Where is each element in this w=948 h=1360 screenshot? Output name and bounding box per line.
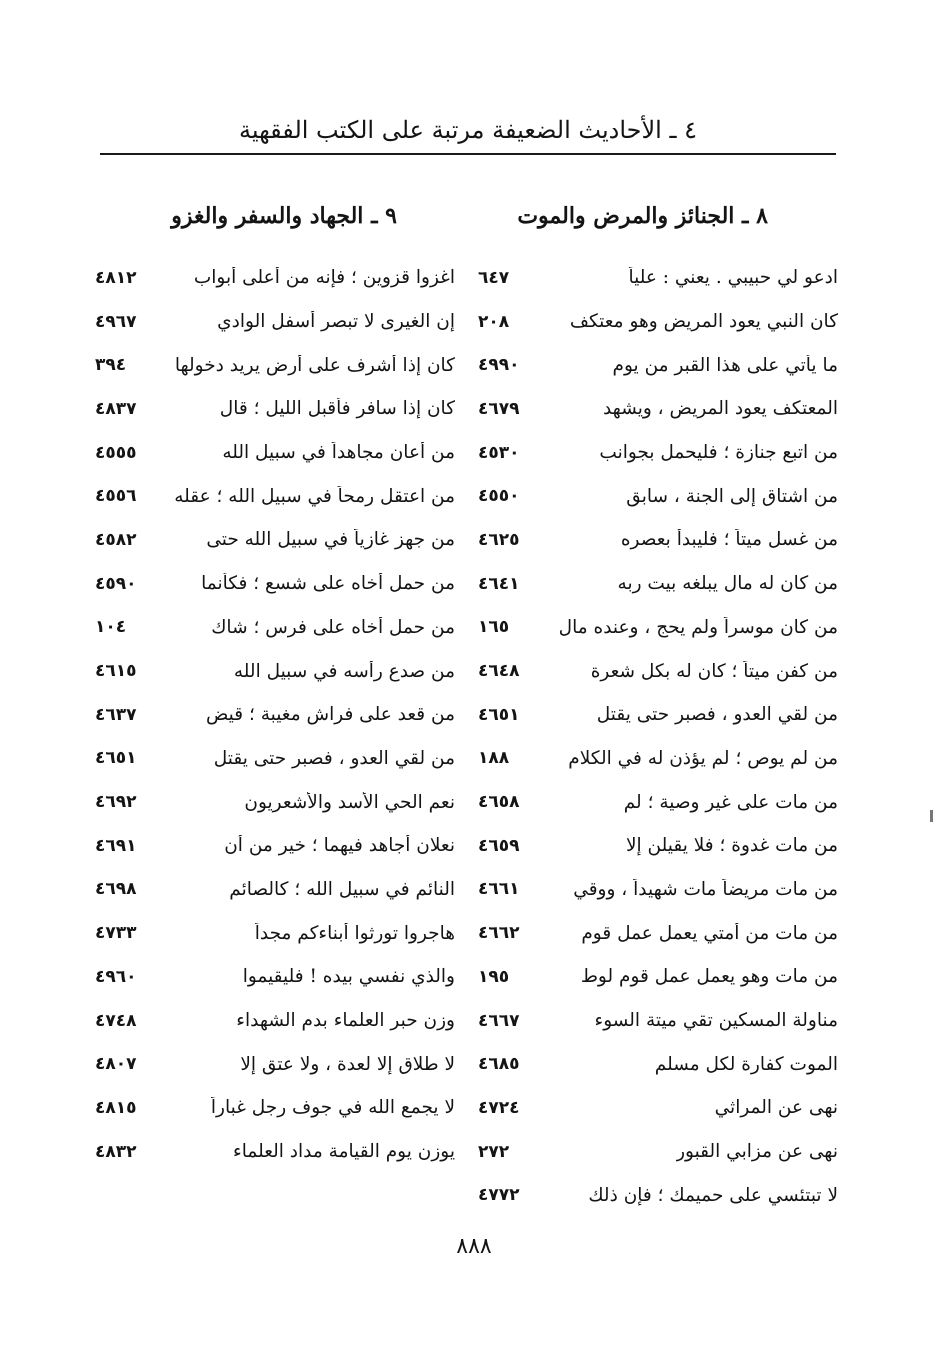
hadith-text: لا تبتئسي على حميمك ؛ فإن ذلك bbox=[588, 1184, 838, 1206]
hadith-text: كان النبي يعود المريض وهو معتكف bbox=[569, 311, 838, 333]
hadith-number: ٤٧٢٤ bbox=[478, 1097, 520, 1118]
hadith-number: ٤٦٦٢ bbox=[478, 923, 520, 944]
hadith-number: ٤٨٣٢ bbox=[95, 1141, 137, 1162]
hadith-text: كان إذا أشرف على أرض يريد دخولها bbox=[174, 354, 455, 376]
hadith-number: ١٠٤ bbox=[95, 617, 127, 638]
hadith-row bbox=[478, 256, 838, 300]
hadith-row bbox=[95, 955, 455, 999]
hadith-text: المعتكف يعود المريض ، ويشهد bbox=[602, 398, 838, 420]
hadith-number: ٤٥٥٥ bbox=[95, 442, 137, 463]
hadith-text: من مات غدوة ؛ فلا يقيلن إلا bbox=[625, 835, 838, 857]
hadith-text: والذي نفسي بيده ! فليقيموا bbox=[242, 966, 455, 988]
hadith-number: ٤٧٤٨ bbox=[95, 1010, 137, 1031]
hadith-row bbox=[478, 824, 838, 868]
hadith-row bbox=[95, 1086, 455, 1130]
section-title-funerals: ٨ ـ الجنائز والمرض والموت bbox=[517, 203, 768, 229]
hadith-row bbox=[478, 518, 838, 562]
hadith-row bbox=[95, 518, 455, 562]
hadith-row bbox=[95, 562, 455, 606]
hadith-row bbox=[95, 474, 455, 518]
hadith-row bbox=[478, 1042, 838, 1086]
hadith-row bbox=[95, 737, 455, 781]
hadith-number: ٤٦٦٧ bbox=[478, 1010, 520, 1031]
hadith-row bbox=[478, 343, 838, 387]
hadith-number: ٤٦٨٥ bbox=[478, 1054, 520, 1075]
hadith-text: من لقي العدو ، فصبر حتى يقتل bbox=[213, 747, 455, 769]
hadith-text: من مات على غير وصية ؛ لم bbox=[623, 791, 838, 813]
hadith-text: ما يأتي على هذا القبر من يوم bbox=[612, 354, 838, 376]
hadith-row bbox=[95, 300, 455, 344]
hadith-number: ٤٦٥٨ bbox=[478, 792, 520, 813]
page-header-title: ٤ ـ الأحاديث الضعيفة مرتبة على الكتب الفقهية bbox=[238, 116, 697, 144]
hadith-number: ٤٦١٥ bbox=[95, 661, 137, 682]
hadith-number: ٢٧٢ bbox=[478, 1141, 510, 1162]
hadith-text: يوزن يوم القيامة مداد العلماء bbox=[233, 1141, 455, 1163]
hadith-number: ٤٨١٢ bbox=[95, 267, 137, 288]
hadith-number: ٤٩٦٠ bbox=[95, 966, 137, 987]
hadith-row bbox=[478, 606, 838, 650]
hadith-row bbox=[95, 606, 455, 650]
hadith-text: من لقي العدو ، فصبر حتى يقتل bbox=[596, 704, 838, 726]
hadith-text: وزن حبر العلماء بدم الشهداء bbox=[236, 1010, 455, 1032]
hadith-row bbox=[95, 387, 455, 431]
hadith-row bbox=[95, 431, 455, 475]
page-number: ٨٨٨ bbox=[456, 1234, 492, 1259]
hadith-row bbox=[95, 824, 455, 868]
hadith-text: من اعتقل رمحاً في سبيل الله ؛ عقله bbox=[174, 485, 455, 507]
hadith-text: ادعو لي حبيبي . يعني : علياً bbox=[628, 267, 838, 289]
hadith-number: ٤٦٦١ bbox=[478, 879, 520, 900]
hadith-number: ٤٩٦٧ bbox=[95, 311, 137, 332]
hadith-text: من لم يوص ؛ لم يؤذن له في الكلام bbox=[568, 747, 838, 769]
hadith-row bbox=[478, 649, 838, 693]
hadith-row bbox=[95, 693, 455, 737]
section-title-jihad: ٩ ـ الجهاد والسفر والغزو bbox=[171, 203, 397, 229]
hadith-text: كان إذا سافر فأقبل الليل ؛ قال bbox=[219, 398, 455, 420]
hadith-row bbox=[478, 474, 838, 518]
hadith-text: اغزوا قزوين ؛ فإنه من أعلى أبواب bbox=[193, 267, 455, 289]
hadith-text: لا يجمع الله في جوف رجل غباراً bbox=[210, 1097, 455, 1119]
hadith-number: ٤٦٤٨ bbox=[478, 661, 520, 682]
hadith-row bbox=[478, 955, 838, 999]
hadith-text: النائم في سبيل الله ؛ كالصائم bbox=[229, 878, 455, 900]
hadith-row bbox=[95, 911, 455, 955]
hadith-number: ٤٦٩١ bbox=[95, 835, 137, 856]
hadith-number: ٤٦٥١ bbox=[478, 704, 520, 725]
hadith-row bbox=[478, 780, 838, 824]
hadith-number: ٤٥٥٠ bbox=[478, 486, 520, 507]
hadith-row bbox=[478, 300, 838, 344]
hadith-number: ٤٨٣٧ bbox=[95, 398, 137, 419]
hadith-text: من مات مريضاً مات شهيداً ، ووقي bbox=[573, 878, 838, 900]
hadith-text: من قعد على فراش مغيبة ؛ قيض bbox=[205, 704, 455, 726]
margin-mark bbox=[930, 810, 933, 822]
header-rule bbox=[100, 153, 836, 155]
hadith-text: من مات وهو يعمل عمل قوم لوط bbox=[580, 966, 838, 988]
hadith-row bbox=[95, 999, 455, 1043]
hadith-row bbox=[478, 737, 838, 781]
hadith-text: من كفن ميتاً ؛ كان له بكل شعرة bbox=[590, 660, 838, 682]
hadith-text: من حمل أخاه على فرس ؛ شاك bbox=[211, 616, 455, 638]
hadith-text: من مات من أمتي يعمل عمل قوم bbox=[581, 922, 838, 944]
hadith-text: من كان له مال يبلغه بيت ربه bbox=[617, 573, 838, 595]
hadith-row bbox=[95, 649, 455, 693]
hadith-number: ٤٦٧٩ bbox=[478, 398, 520, 419]
hadith-text: نهى عن المراثي bbox=[714, 1097, 838, 1119]
hadith-text: هاجروا تورثوا أبناءكم مجداً bbox=[254, 922, 455, 944]
hadith-text: من جهز غازياً في سبيل الله حتى bbox=[206, 529, 455, 551]
hadith-number: ٤٥٨٢ bbox=[95, 529, 137, 550]
section-jihad-column bbox=[95, 196, 455, 1173]
hadith-text: من حمل أخاه على شسع ؛ فكأنما bbox=[201, 573, 455, 595]
hadith-number: ٤٦٥٩ bbox=[478, 835, 520, 856]
hadith-number: ١٦٥ bbox=[478, 617, 510, 638]
hadith-row bbox=[478, 431, 838, 475]
hadith-row bbox=[95, 1130, 455, 1174]
hadith-number: ٤٦٤١ bbox=[478, 573, 520, 594]
hadith-row bbox=[478, 693, 838, 737]
hadith-text: من أعان مجاهداً في سبيل الله bbox=[222, 442, 455, 464]
hadith-text: نعلان أجاهد فيهما ؛ خير من أن bbox=[224, 835, 455, 857]
hadith-text: من صدع رأسه في سبيل الله bbox=[233, 660, 455, 682]
section-funerals-column bbox=[478, 196, 838, 1217]
hadith-number: ٢٠٨ bbox=[478, 311, 510, 332]
hadith-row bbox=[478, 1173, 838, 1217]
hadith-number: ٤٥٥٦ bbox=[95, 486, 137, 507]
hadith-text: لا طلاق إلا لعدة ، ولا عتق إلا bbox=[240, 1053, 455, 1075]
hadith-text: إن الغيرى لا تبصر أسفل الوادي bbox=[217, 311, 455, 333]
hadith-number: ٤٨٠٧ bbox=[95, 1054, 137, 1075]
hadith-text: نعم الحي الأسد والأشعريون bbox=[244, 791, 455, 813]
hadith-text: من غسل ميتاً ؛ فليبدأ بعصره bbox=[620, 529, 838, 551]
hadith-text: الموت كفارة لكل مسلم bbox=[654, 1053, 838, 1075]
hadith-number: ٤٦٥١ bbox=[95, 748, 137, 769]
hadith-text: مناولة المسكين تقي ميتة السوء bbox=[594, 1010, 838, 1032]
hadith-row bbox=[478, 1130, 838, 1174]
hadith-number: ١٨٨ bbox=[478, 748, 510, 769]
hadith-number: ٤٦٣٧ bbox=[95, 704, 137, 725]
hadith-number: ٤٦٢٥ bbox=[478, 529, 520, 550]
hadith-row bbox=[95, 256, 455, 300]
hadith-number: ٤٧٧٢ bbox=[478, 1185, 520, 1206]
hadith-row bbox=[95, 780, 455, 824]
hadith-list-funerals bbox=[478, 256, 838, 1217]
hadith-number: ٤٧٣٣ bbox=[95, 923, 137, 944]
hadith-row bbox=[478, 562, 838, 606]
hadith-number: ٤٩٩٠ bbox=[478, 355, 520, 376]
hadith-row bbox=[478, 387, 838, 431]
hadith-number: ١٩٥ bbox=[478, 966, 510, 987]
hadith-row bbox=[95, 343, 455, 387]
hadith-row bbox=[95, 868, 455, 912]
hadith-row bbox=[478, 868, 838, 912]
hadith-text: من اتبع جنازة ؛ فليحمل بجوانب bbox=[599, 442, 838, 464]
hadith-text: نهى عن مزابي القبور bbox=[676, 1141, 838, 1163]
hadith-row bbox=[478, 911, 838, 955]
hadith-row bbox=[95, 1042, 455, 1086]
hadith-number: ٤٦٩٢ bbox=[95, 792, 137, 813]
hadith-text: من اشتاق إلى الجنة ، سابق bbox=[626, 485, 838, 507]
hadith-number: ٣٩٤ bbox=[95, 355, 127, 376]
hadith-row bbox=[478, 999, 838, 1043]
hadith-row bbox=[478, 1086, 838, 1130]
hadith-number: ٦٤٧ bbox=[478, 267, 510, 288]
hadith-text: من كان موسراً ولم يحج ، وعنده مال bbox=[558, 616, 838, 638]
hadith-number: ٤٦٩٨ bbox=[95, 879, 137, 900]
hadith-number: ٤٨١٥ bbox=[95, 1097, 137, 1118]
hadith-number: ٤٥٩٠ bbox=[95, 573, 137, 594]
hadith-number: ٤٥٣٠ bbox=[478, 442, 520, 463]
hadith-list-jihad bbox=[95, 256, 455, 1173]
